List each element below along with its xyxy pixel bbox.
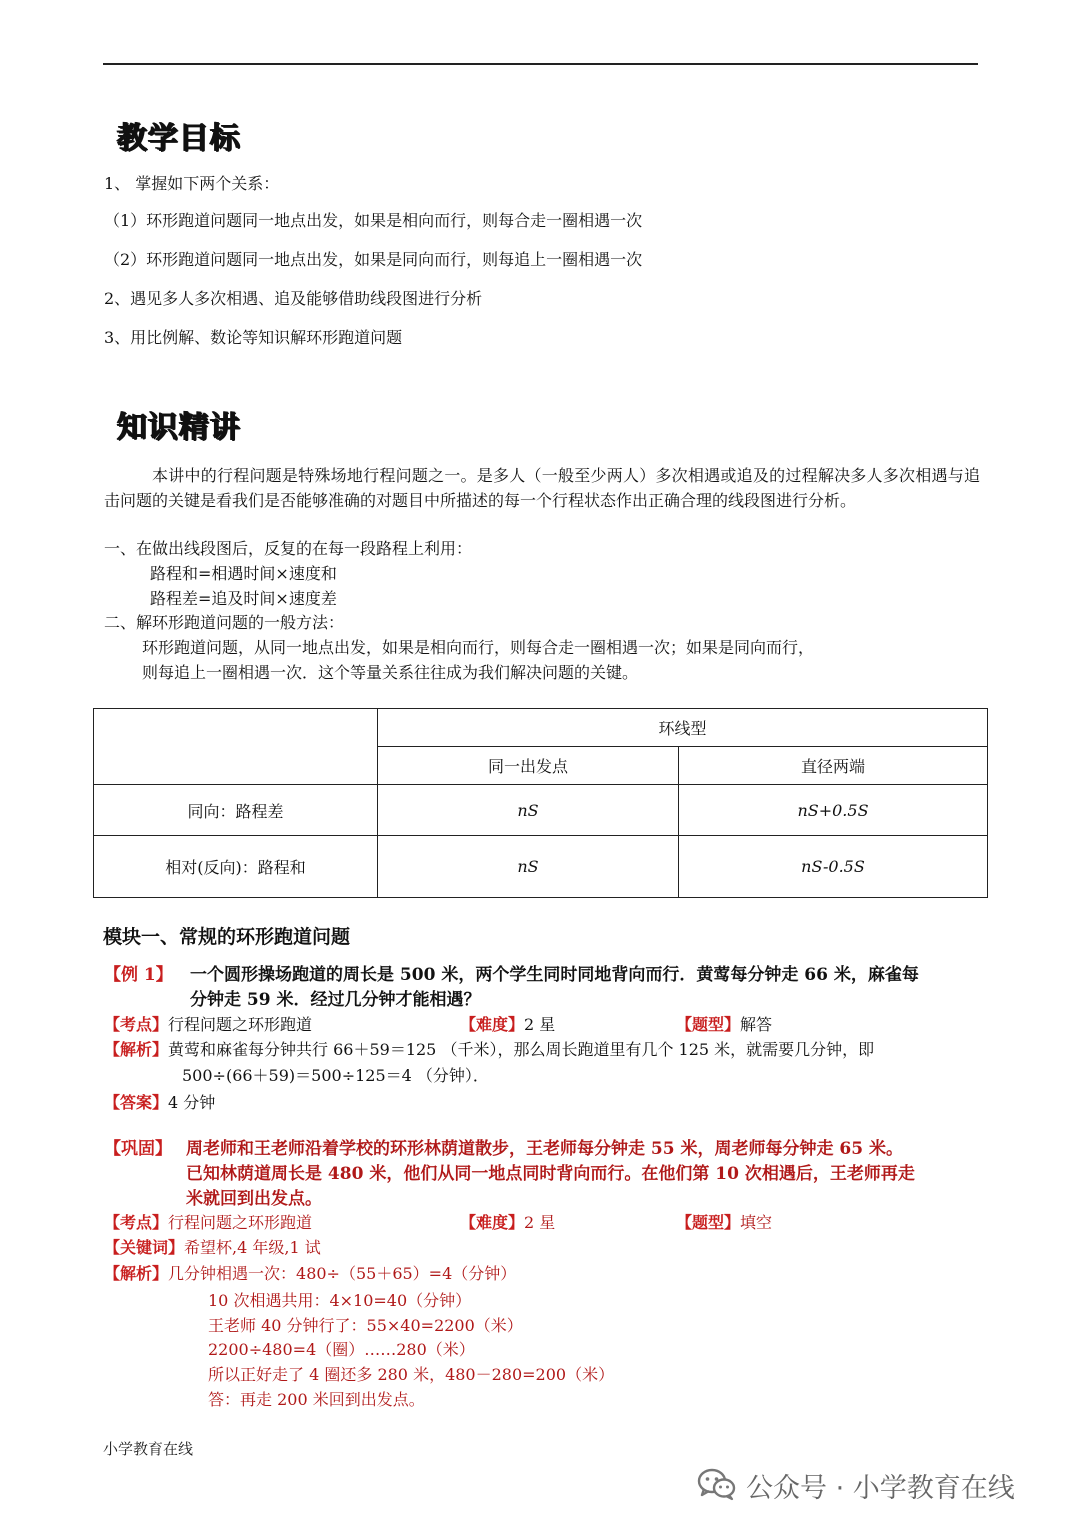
- example-meta-row: [676, 1015, 772, 1035]
- practice-question-line: 周老师和王老师沿着学校的环形林荫道散步，王老师每分钟走 55 米，周老师每分钟走 65 米。: [186, 1139, 903, 1159]
- table-cell: nS-0.5S: [679, 836, 988, 898]
- nandu-value: 2 星: [524, 1213, 556, 1232]
- example-meta-row: [460, 1015, 555, 1035]
- kaodian-value: 行程问题之环形跑道: [168, 1015, 313, 1034]
- jiexi-line: 所以正好走了 4 圈还多 280 米，480－280=200（米）: [208, 1365, 615, 1384]
- practice-meta-row: [460, 1213, 555, 1233]
- jiexi-line: 几分钟相遇一次：480÷（55＋65）=4（分钟）: [168, 1264, 517, 1283]
- nandu-value: 2 星: [524, 1015, 556, 1034]
- nandu-label: 【难度】: [460, 1015, 525, 1034]
- practice-question-line: 已知林荫道周长是 480 米，他们从同一地点同时背向而行。在他们第 10 次相遇后，王老师再走: [186, 1164, 915, 1184]
- module-title: 模块一、常规的环形跑道问题: [103, 926, 351, 948]
- practice-keywords: [104, 1238, 321, 1258]
- tixing-label: 【题型】: [676, 1015, 741, 1034]
- kaodian-label: 【考点】: [104, 1213, 169, 1232]
- goal-item: 2、遇见多人多次相遇、追及能够借助线段图进行分析: [104, 289, 483, 308]
- kaodian-label: 【考点】: [104, 1015, 169, 1034]
- jiexi-line: 黄莺和麻雀每分钟共行 66＋59＝125 （千米），那么周长跑道里有几个 125 米，就需要几分钟，即: [168, 1040, 875, 1059]
- table-corner: [94, 709, 378, 785]
- practice-meta-row: [676, 1213, 772, 1233]
- formula-diff: 路程差=追及时间×速度差: [150, 589, 337, 608]
- practice-tag: 【巩固】: [104, 1139, 172, 1159]
- jiexi-label: 【解析】: [104, 1264, 169, 1283]
- method-line-2: 则每追上一圈相遇一次．这个等量关系往往成为我们解决问题的关键。: [142, 663, 639, 682]
- goal-item: 3、用比例解、数论等知识解环形跑道问题: [104, 328, 403, 347]
- table-cell: nS+0.5S: [679, 785, 988, 836]
- wechat-icon: [697, 1467, 737, 1501]
- table-cell: nS: [378, 785, 679, 836]
- goal-item: 1、 掌握如下两个关系：: [104, 174, 280, 193]
- example-tag: 【例 1】: [104, 965, 173, 985]
- tixing-value: 解答: [740, 1015, 773, 1034]
- jiexi-label: 【解析】: [104, 1040, 169, 1059]
- loop-track-table: [93, 708, 988, 898]
- section-title-knowledge: 知识精讲: [117, 410, 241, 445]
- table-row-label: 相对(反向)：路程和: [94, 836, 378, 898]
- footer-label: 小学教育在线: [103, 1440, 194, 1458]
- table-cell: nS: [378, 836, 679, 898]
- method-line-1: 环形跑道问题，从同一地点出发，如果是相向而行，则每合走一圈相遇一次；如果是同向而行，: [142, 638, 815, 657]
- knowledge-intro: 本讲中的行程问题是特殊场地行程问题之一。是多人（一般至少两人）多次相遇或追及的过程解决多人多次相遇与追击问题的关键是看我们是否能够准确的对题目中所描述的每一个行程状态作出正确合理的线段图进行分析。: [104, 466, 980, 510]
- knowledge-point-2: 二、解环形跑道问题的一般方法：: [104, 613, 345, 632]
- goal-item: （1）环形跑道问题同一地点出发，如果是相向而行，则每合走一圈相遇一次: [104, 211, 643, 230]
- section-title-goals: 教学目标: [117, 121, 241, 156]
- goal-item: （2）环形跑道问题同一地点出发，如果是同向而行，则每追上一圈相遇一次: [104, 250, 643, 269]
- watermark-text: 公众号 · 小学教育在线: [746, 1473, 1015, 1504]
- guanjian-value: 希望杯,4 年级,1 试: [184, 1238, 321, 1257]
- table-row-label: 同向：路程差: [94, 785, 378, 836]
- daan-value: 4 分钟: [168, 1093, 216, 1112]
- table-col-diameter: 直径两端: [679, 747, 988, 785]
- practice-question-line: 米就回到出发点。: [186, 1189, 322, 1209]
- jiexi-line: 王老师 40 分钟行了：55×40=2200（米）: [208, 1316, 523, 1335]
- top-rule: [103, 63, 978, 65]
- jiexi-line: 10 次相遇共用：4×10=40（分钟）: [208, 1291, 472, 1310]
- practice-meta-row: [104, 1213, 312, 1233]
- guanjian-label: 【关键词】: [104, 1238, 185, 1257]
- jiexi-line: 500÷(66＋59)＝500÷125＝4 （分钟）．: [182, 1066, 489, 1085]
- daan-label: 【答案】: [104, 1093, 169, 1112]
- example-question-line: 分钟走 59 米．经过几分钟才能相遇？: [190, 990, 481, 1010]
- tixing-value: 填空: [740, 1213, 773, 1232]
- example-analysis: [104, 1040, 874, 1060]
- knowledge-point-1: 一、在做出线段图后，反复的在每一段路程上利用：: [104, 539, 473, 558]
- table-col-same-start: 同一出发点: [378, 747, 679, 785]
- example-meta-row: [104, 1015, 312, 1035]
- jiexi-line: 答：再走 200 米回到出发点。: [208, 1390, 425, 1409]
- tixing-label: 【题型】: [676, 1213, 741, 1232]
- kaodian-value: 行程问题之环形跑道: [168, 1213, 313, 1232]
- jiexi-line: 2200÷480=4（圈）……280（米）: [208, 1340, 475, 1359]
- table-header-top: 环线型: [378, 709, 988, 747]
- formula-sum: 路程和=相遇时间×速度和: [150, 564, 337, 583]
- example-answer: [104, 1093, 215, 1113]
- practice-analysis: [104, 1264, 516, 1284]
- example-question-line: 一个圆形操场跑道的周长是 500 米，两个学生同时同地背向而行．黄莺每分钟走 66 米，麻雀每: [190, 965, 919, 985]
- nandu-label: 【难度】: [460, 1213, 525, 1232]
